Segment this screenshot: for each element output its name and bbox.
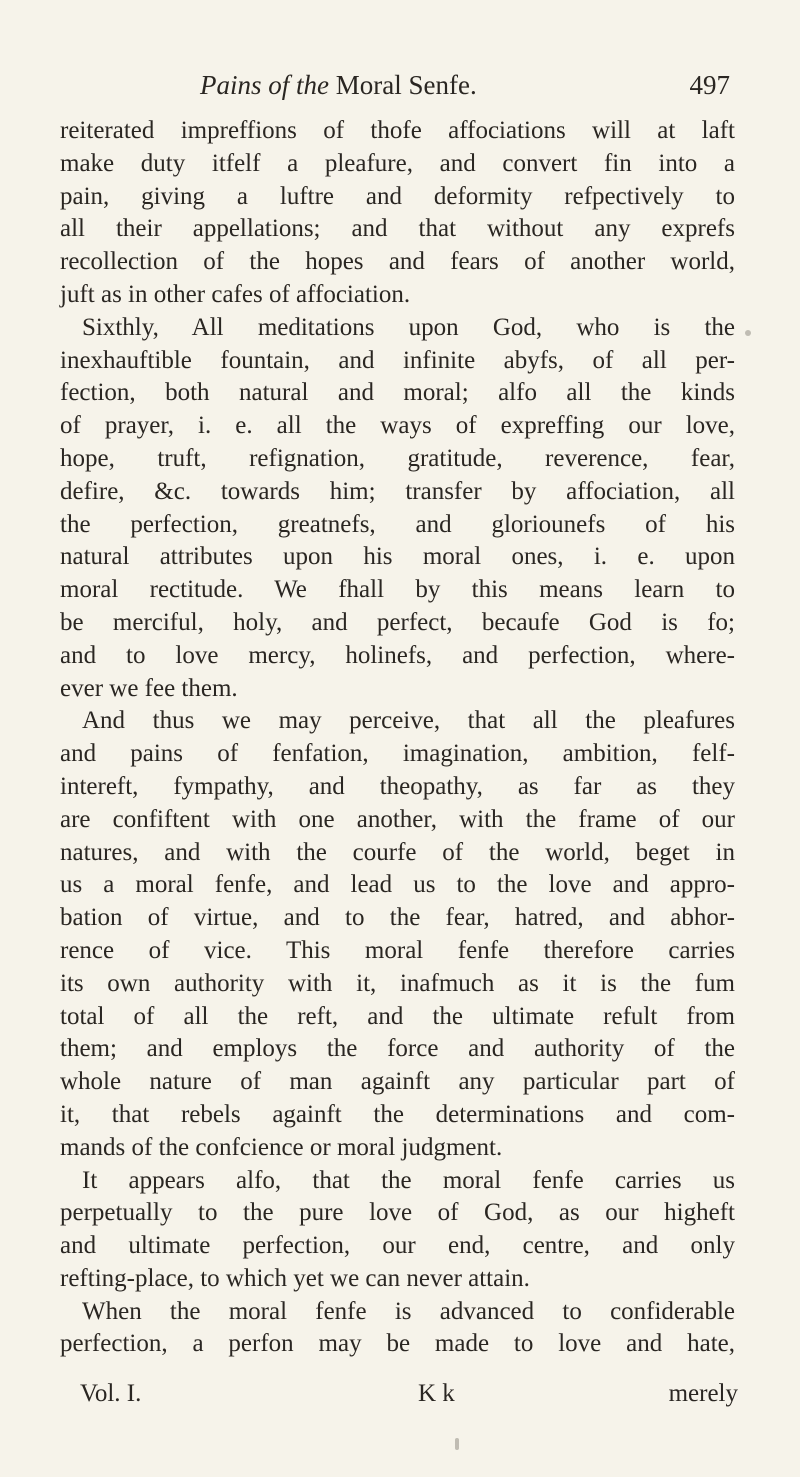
text-line: them; and employs the force and authority of the [60,1035,735,1063]
text-line: juft as in other cafes of affociation. [60,280,411,308]
running-title-roman: Moral Senfe. [335,70,477,100]
paper-speck [745,330,751,336]
text-line: and pains of fenfation, imagination, ambition, felf- [60,740,735,768]
paper-speck [455,1438,459,1450]
volume-marker: Vol. I. [80,1380,142,1407]
signature-mark: K k [418,1380,455,1407]
text-line: hope, truft, refignation, gratitude, reverence, fear, [60,444,735,472]
text-line: natural attributes upon his moral ones, i. e. upon [60,543,735,571]
text-line: of prayer, i. e. all the ways of expreffing our love, [60,412,735,440]
text-line: intereft, fympathy, and theopathy, as far as they [60,772,735,800]
text-line: and ultimate perfection, our end, centre, and only [60,1232,735,1260]
running-title [200,70,477,101]
text-line: inexhauftible fountain, and infinite abyfs, of all per- [60,346,735,374]
text-line: are confiftent with one another, with the frame of our [60,805,735,833]
text-line: refting-place, to which yet we can never attain. [60,1264,530,1292]
text-line: make duty itfelf a pleafure, and convert fin into a [60,149,735,177]
text-line: fection, both natural and moral; alfo all the kinds [60,379,735,407]
text-line: pain, giving a luftre and deformity refpectively to [60,182,735,210]
text-line: mands of the confcience or moral judgment. [60,1133,503,1161]
text-line: defire, &c. towards him; transfer by affociation, all [60,477,735,505]
text-line: the perfection, greatnefs, and gloriounefs of his [60,510,735,538]
text-line: recollection of the hopes and fears of another world, [60,248,735,276]
page-footer [60,1380,740,1414]
text-line: Sixthly, All meditations upon God, who is the [82,313,735,341]
running-title-italic: Pains of the [200,70,329,100]
page-header [200,70,730,110]
text-line: total of all the reft, and the ultimate refult from [60,1002,735,1030]
text-line: It appears alfo, that the moral fenfe carries us [82,1166,735,1194]
text-line: natures, and with the courfe of the world, beget in [60,838,735,866]
text-line: perfection, a perfon may be made to love and hate, [60,1330,735,1358]
text-line: all their appellations; and that without any exprefs [60,215,735,243]
text-line: ever we fee them. [60,674,238,702]
text-line: rence of vice. This moral fenfe therefore carries [60,936,735,964]
text-line: perpetually to the pure love of God, as our higheft [60,1199,735,1227]
text-line: And thus we may perceive, that all the pleafures [82,707,735,735]
text-line: bation of virtue, and to the fear, hatred, and abhor- [60,904,735,932]
text-line: us a moral fenfe, and lead us to the love and appro- [60,871,735,899]
text-line: its own authority with it, inafmuch as it is the fum [60,969,735,997]
catchword: merely [668,1380,738,1407]
text-line: it, that rebels againft the determinations and com- [60,1100,735,1128]
text-line: be merciful, holy, and perfect, becaufe God is fo; [60,608,735,636]
text-line: moral rectitude. We fhall by this means learn to [60,576,735,604]
body-text [60,115,735,1361]
text-line: reiterated impreffions of thofe affociations will at laft [60,117,735,144]
text-line: whole nature of man againft any particular part of [60,1068,735,1096]
text-line: and to love mercy, holinefs, and perfection, where- [60,641,735,669]
page-number: 497 [689,70,730,100]
text-line: When the moral fenfe is advanced to confiderable [82,1297,735,1325]
